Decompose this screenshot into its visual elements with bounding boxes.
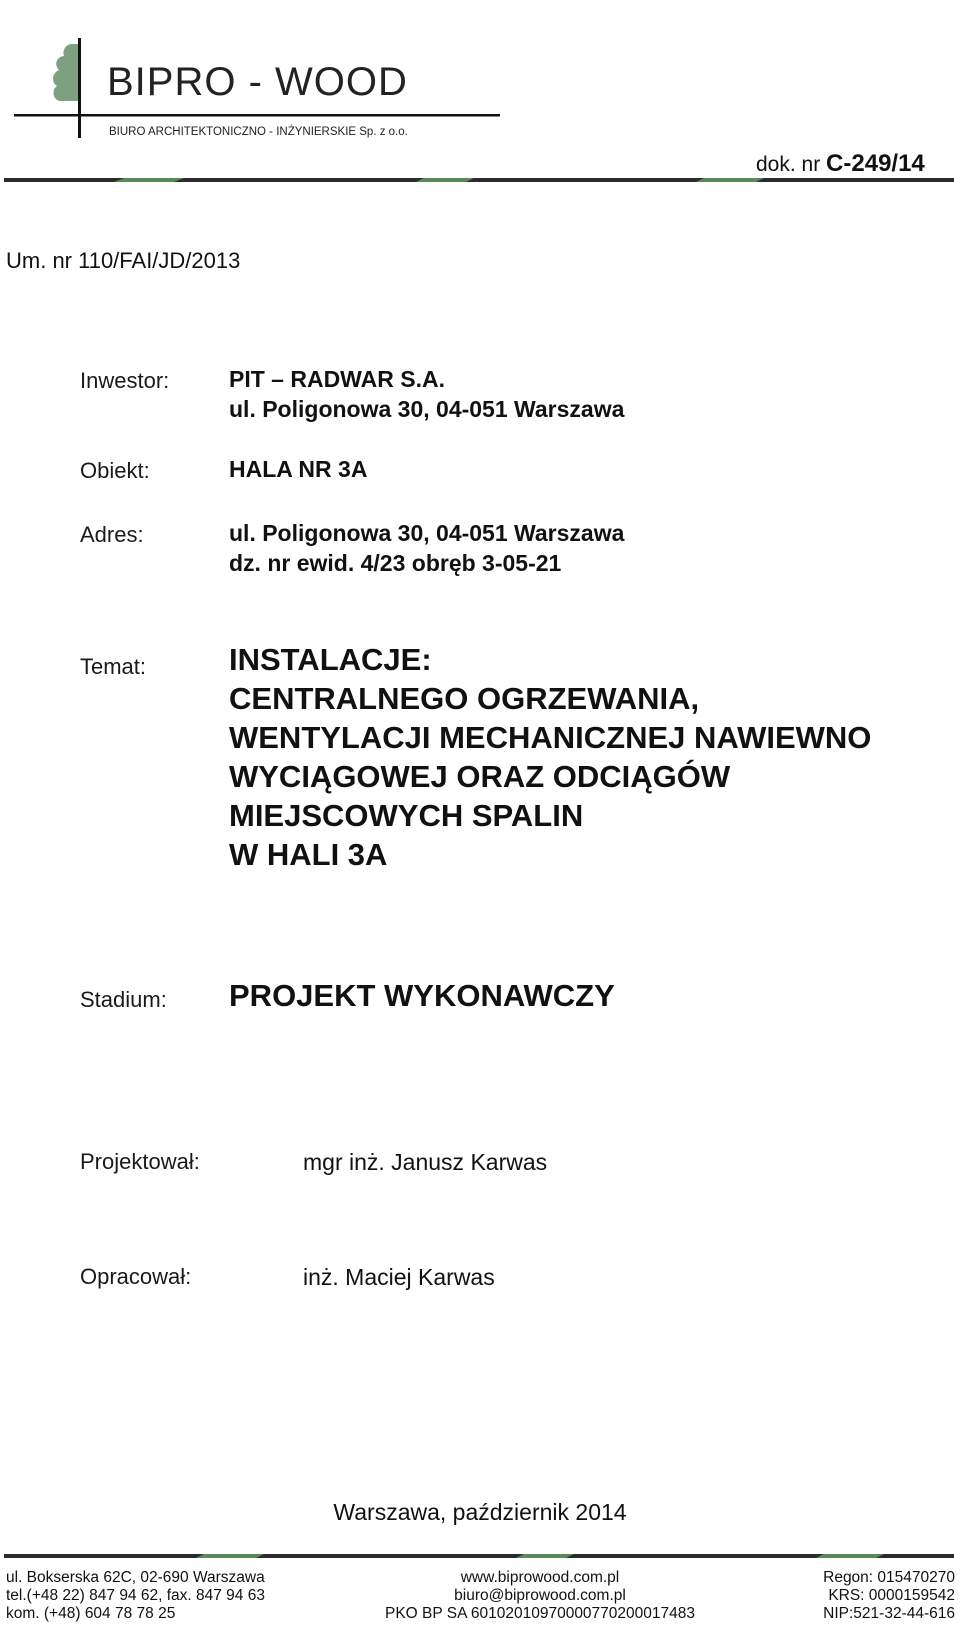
document-number-value: C-249/14 <box>826 150 925 177</box>
object-value: HALA NR 3A <box>229 456 368 482</box>
place-date: Warszawa, październik 2014 <box>333 1499 627 1525</box>
topic-label: Temat: <box>80 654 147 679</box>
footer-contact <box>6 1569 265 1623</box>
investor-name: PIT – RADWAR S.A. <box>229 366 445 392</box>
company-subtitle: BIURO ARCHITEKTONICZNO - INŻYNIERSKIE Sp. z o.o. <box>109 126 408 138</box>
topic-line-6: W HALI 3A <box>229 837 388 872</box>
topic-line-5: MIEJSCOWYCH SPALIN <box>229 798 584 833</box>
address-label: Adres: <box>80 522 144 547</box>
document-number-label: dok. nr <box>756 153 821 176</box>
designer-name: mgr inż. Janusz Karwas <box>303 1149 548 1175</box>
designer-label: Projektował: <box>80 1149 200 1174</box>
stage-label: Stadium: <box>80 987 167 1012</box>
company-logo <box>10 30 510 145</box>
footer-address: ul. Bokserska 62C, 02-690 Warszawa <box>6 1569 265 1586</box>
footer-phone: tel.(+48 22) 847 94 62, fax. 847 94 63 <box>6 1587 265 1604</box>
investor-address: ul. Poligonowa 30, 04-051 Warszawa <box>229 396 625 422</box>
topic-line-3: WENTYLACJI MECHANICZNEJ NAWIEWNO <box>229 720 872 755</box>
document-number <box>756 150 925 178</box>
contract-number: Um. nr 110/FAI/JD/2013 <box>6 248 241 273</box>
preparer-name: inż. Maciej Karwas <box>303 1264 495 1290</box>
object-label: Obiekt: <box>80 458 150 483</box>
address-line-1: ul. Poligonowa 30, 04-051 Warszawa <box>229 520 625 546</box>
footer-krs: KRS: 0000159542 <box>828 1587 955 1604</box>
footer-registry <box>823 1569 955 1623</box>
stage-value: PROJEKT WYKONAWCZY <box>229 978 615 1013</box>
topic-line-1: INSTALACJE: <box>229 642 432 677</box>
company-name: BIPRO - WOOD <box>107 60 408 104</box>
preparer-label: Opracował: <box>80 1264 192 1289</box>
footer-mobile: kom. (+48) 604 78 78 25 <box>6 1605 176 1622</box>
footer-bank-account: PKO BP SA 60102010970000770200017483 <box>385 1605 695 1622</box>
footer-email: biuro@biprowood.com.pl <box>454 1587 626 1604</box>
header-divider <box>4 176 954 186</box>
footer-nip: NIP:521-32-44-616 <box>823 1605 955 1622</box>
topic-line-4: WYCIĄGOWEJ ORAZ ODCIĄGÓW <box>229 759 731 794</box>
footer-divider <box>4 1552 954 1562</box>
investor-label: Inwestor: <box>80 368 170 393</box>
footer-website: www.biprowood.com.pl <box>460 1569 620 1586</box>
topic-line-2: CENTRALNEGO OGRZEWANIA, <box>229 681 700 716</box>
footer-web <box>300 1569 780 1623</box>
footer-regon: Regon: 015470270 <box>823 1569 955 1586</box>
address-line-2: dz. nr ewid. 4/23 obręb 3-05-21 <box>229 550 562 576</box>
